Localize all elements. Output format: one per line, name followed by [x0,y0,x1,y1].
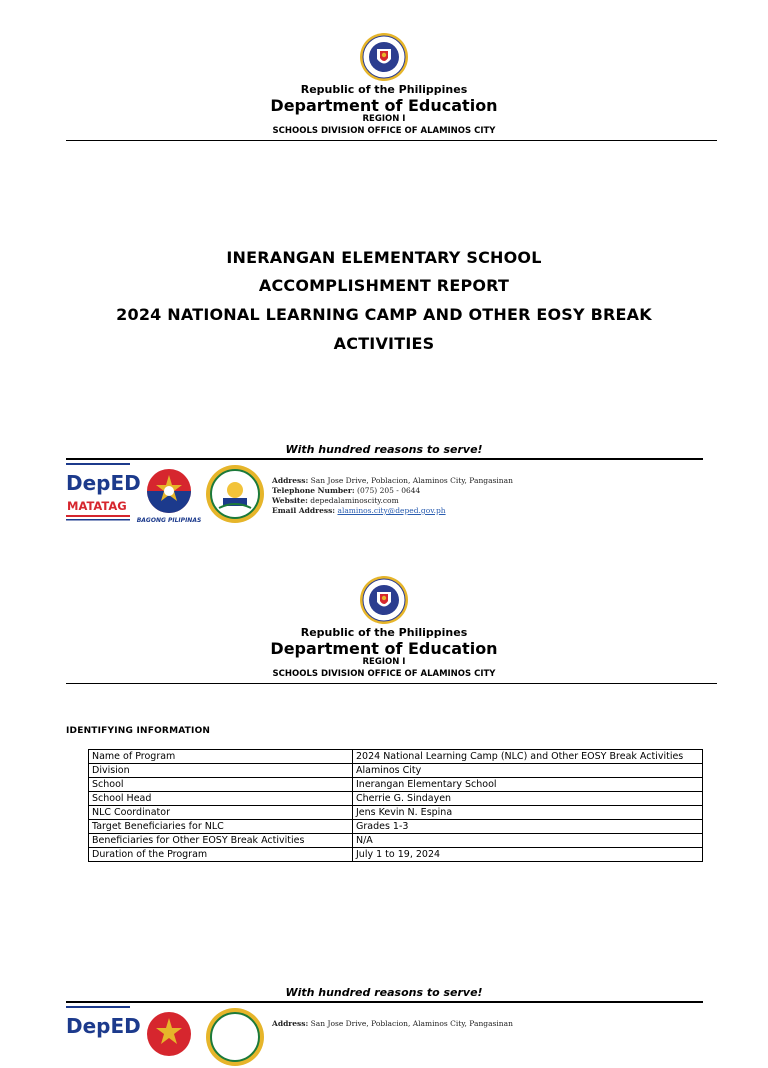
row-value: Grades 1-3 [353,820,703,834]
row-label: Name of Program [89,750,353,764]
header-region: REGION I [362,114,406,124]
bagong-pilipinas-logo-icon [140,1008,198,1068]
row-label: School [89,778,353,792]
footer-divider [66,458,703,460]
row-value: Inerangan Elementary School [353,778,703,792]
row-value: Cherrie G. Sindayen [353,792,703,806]
table-row [89,806,703,820]
footer-divider [66,1001,703,1003]
row-label: Duration of the Program [89,848,353,862]
row-label: Division [89,764,353,778]
table-row [89,820,703,834]
row-label: NLC Coordinator [89,806,353,820]
footer-contact-block [272,1019,513,1029]
bagong-logo-text: BAGONG PILIPINAS [136,517,202,524]
deped-logo-text: DepED [66,1014,141,1038]
header-republic: Republic of the Philippines [300,83,468,96]
title-school: INERANGAN ELEMENTARY SCHOOL [226,248,542,267]
row-label: School Head [89,792,353,806]
website-label: Website: [272,496,308,505]
table-row [89,778,703,792]
website-value[interactable]: depedalaminoscity.com [310,496,399,505]
sdo-alaminos-seal-icon [205,464,265,524]
email-label: Email Address: [272,506,336,515]
row-value: Jens Kevin N. Espina [353,806,703,820]
deped-logo-text: DepED [66,471,141,495]
row-label: Beneficiaries for Other EOSY Break Activities [89,834,353,848]
identifying-info-title: IDENTIFYING INFORMATION [66,726,211,736]
header-region: REGION I [362,657,406,667]
row-value: N/A [353,834,703,848]
matatag-logo-text: MATATAG [67,499,127,513]
table-row [89,750,703,764]
address-value: San Jose Drive, Poblacion, Alaminos City, Pangasinan [310,476,513,485]
row-value: 2024 National Learning Camp (NLC) and Other EOSY Break Activities [353,750,703,764]
header-department: Department of Education [270,639,498,658]
address-value: San Jose Drive, Poblacion, Alaminos City, Pangasinan [310,1019,513,1028]
title-program-cont: ACTIVITIES [333,334,435,353]
header-divider [66,683,717,684]
table-row [89,764,703,778]
telephone-label: Telephone Number: [272,486,355,495]
email-link[interactable]: alaminos.city@deped.gov.ph [337,506,446,515]
row-value: July 1 to 19, 2024 [353,848,703,862]
title-report: ACCOMPLISHMENT REPORT [258,276,510,295]
deped-seal-icon [359,32,409,82]
deped-seal-icon [359,575,409,625]
telephone-value: (075) 205 - 0644 [357,486,421,495]
header-department: Department of Education [270,96,498,115]
footer-contact-block [272,476,513,516]
deped-matatag-logo-icon [66,463,141,523]
header-republic: Republic of the Philippines [300,626,468,639]
title-program: 2024 NATIONAL LEARNING CAMP AND OTHER EOSY BREAK [116,305,652,324]
table-row [89,848,703,862]
footer-motto: With hundred reasons to serve! [285,443,483,456]
identifying-info-table [88,749,703,862]
report-info-page [0,543,768,1038]
sdo-alaminos-seal-icon [205,1007,265,1067]
address-label: Address: [272,476,309,485]
row-label: Target Beneficiaries for NLC [89,820,353,834]
table-row [89,834,703,848]
bagong-pilipinas-logo-icon [136,465,202,525]
header-division-office: SCHOOLS DIVISION OFFICE OF ALAMINOS CITY [272,669,496,679]
deped-matatag-logo-icon [66,1006,141,1066]
header-divider [66,140,717,141]
header-division-office: SCHOOLS DIVISION OFFICE OF ALAMINOS CITY [272,126,496,136]
row-value: Alaminos City [353,764,703,778]
table-row [89,792,703,806]
footer-motto: With hundred reasons to serve! [285,986,483,999]
address-label: Address: [272,1019,309,1028]
